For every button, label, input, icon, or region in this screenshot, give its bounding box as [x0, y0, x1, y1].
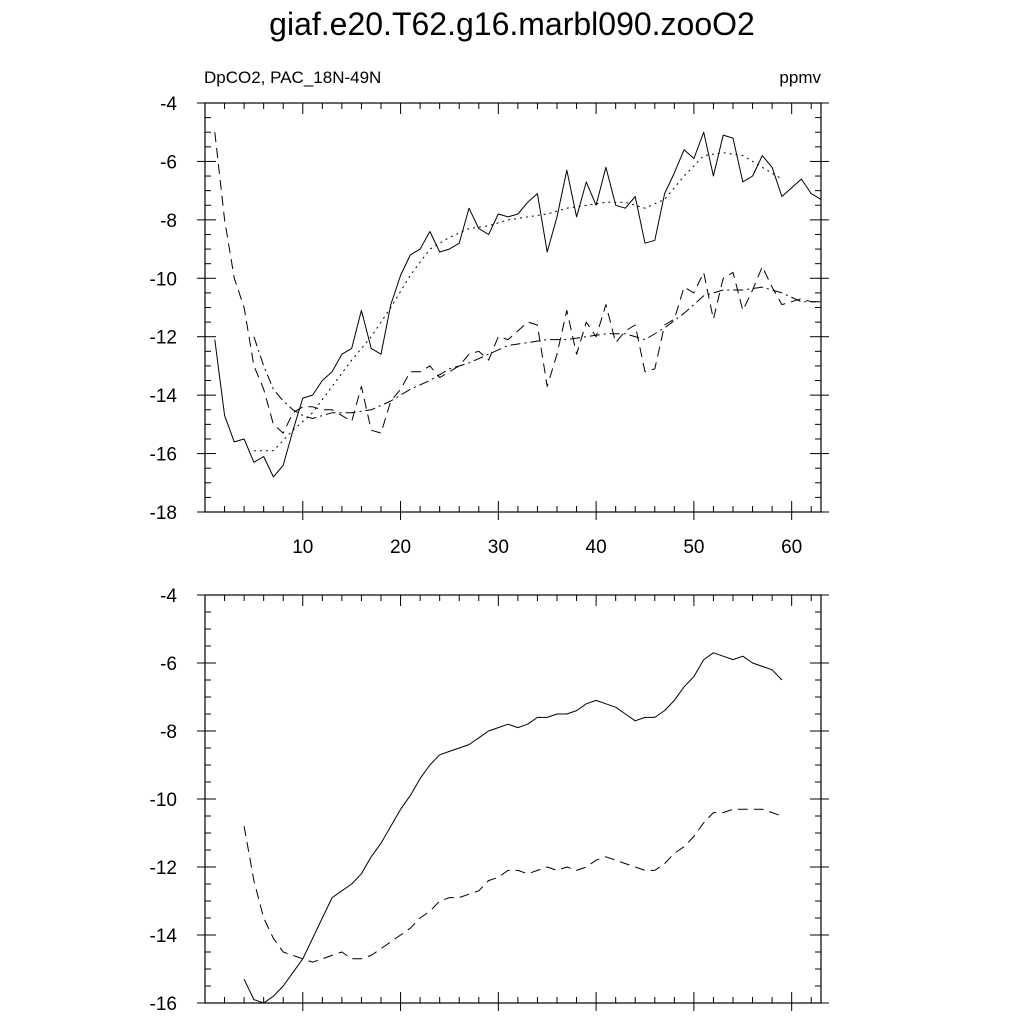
- series-solid-line: [244, 653, 782, 1003]
- y-tick-label: -8: [160, 210, 177, 232]
- top-units-label: ppmv: [779, 68, 821, 87]
- top-panel: [150, 68, 829, 558]
- series-dash-dot-line: [254, 287, 821, 418]
- x-tick-label: 60: [781, 537, 803, 558]
- series-dotted-line: [254, 153, 782, 451]
- top-variable-label: DpCO2, PAC_18N-49N: [204, 68, 382, 87]
- x-tick-label: 20: [389, 537, 412, 558]
- y-tick-label: -6: [160, 654, 177, 675]
- y-tick-label: -6: [160, 152, 177, 174]
- plot-frame: [205, 595, 821, 1003]
- y-tick-label: -12: [149, 327, 177, 349]
- plot-frame: [205, 103, 821, 512]
- y-tick-label: -16: [149, 994, 177, 1015]
- x-tick-label: 30: [487, 537, 509, 558]
- y-tick-label: -14: [149, 926, 177, 947]
- series-dashed-line: [215, 132, 821, 433]
- series-solid-line: [215, 132, 821, 477]
- y-tick-label: -18: [149, 503, 177, 524]
- y-tick-label: -8: [160, 722, 177, 743]
- chart-title: giaf.e20.T62.g16.marbl090.zooO2: [269, 6, 755, 42]
- bottom-panel: [150, 586, 829, 1015]
- x-tick-label: 40: [585, 537, 607, 558]
- x-tick-label: 50: [683, 537, 705, 558]
- y-tick-label: -10: [149, 269, 177, 291]
- y-tick-label: -16: [149, 444, 177, 466]
- y-tick-label: -10: [149, 790, 177, 811]
- x-tick-label: 10: [292, 537, 314, 558]
- y-tick-label: -4: [160, 94, 177, 115]
- y-tick-label: -4: [160, 586, 177, 607]
- y-tick-label: -12: [149, 858, 177, 879]
- y-tick-label: -14: [149, 386, 177, 408]
- series-dashed-line: [244, 809, 782, 962]
